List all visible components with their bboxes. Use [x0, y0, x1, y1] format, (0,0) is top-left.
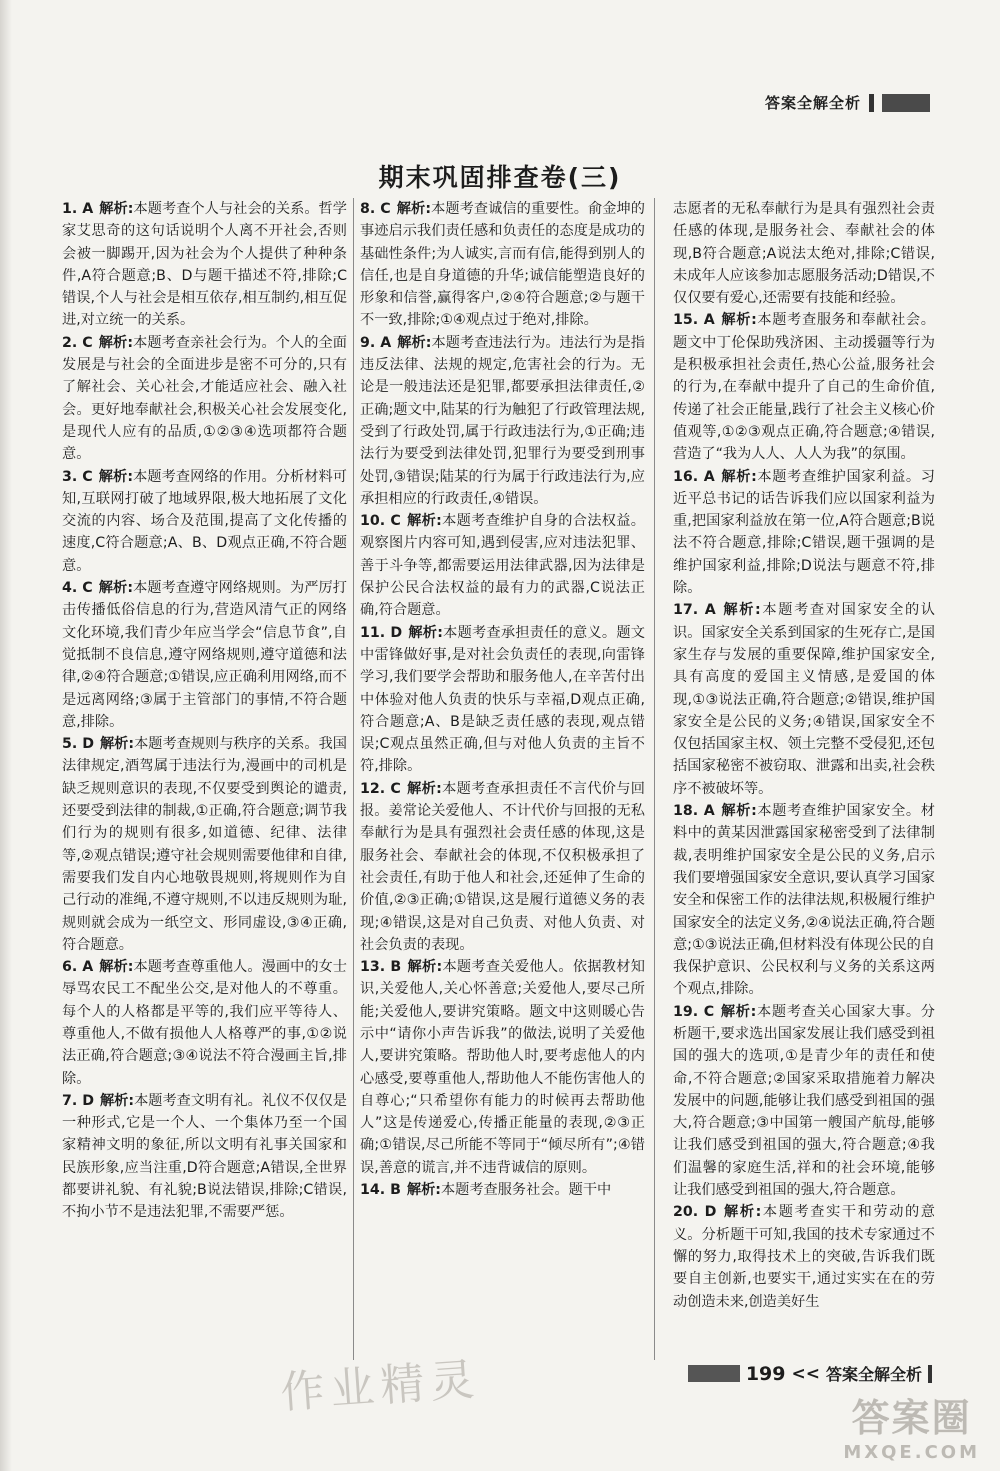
- analysis-label: 解析:: [99, 1092, 135, 1109]
- answer-item: [62, 332, 347, 466]
- analysis-label: 解析:: [99, 736, 135, 753]
- answer-text: 本题考查承担责任不言代价与回报。姜常论关爱他人、不计代价与回报的无私奉献行为是具有强烈社会责任感的体现,这是服务社会、奉献社会的体现,不仅积极承担了社会责任,有助于他人和社会,还延伸了生命的价值,②③正确;①错误,这是履行道德义务的表现;④错误,这是对自己负责、对他人负责、对社会负责的表现。: [360, 780, 645, 953]
- answer-text: 本题考查服务和奉献社会。题文中丁伦保助残济困、主动援疆等行为是积极承担社会责任,热心公益,服务社会的行为,在奉献中提升了自己的生命价值,传递了社会正能量,践行了社会主义核心价值观等,①②③观点正确,符合题意;④错误,营造了“我为人人、人人为我”的氛围。: [673, 312, 935, 463]
- page-title: 期末巩固排查卷(三): [378, 163, 622, 192]
- analysis-label: 解析:: [406, 780, 442, 797]
- answer-item: [673, 1001, 935, 1202]
- answer-text: 本题考查承担责任的意义。题文中雷锋做好事,是对社会负责任的表现,向雷锋学习,我们要学会帮助和服务他人,在辛苦付出中体验对他人负责的快乐与幸福,D观点正确,符合题意;A、B是缺乏责任感的表现,观点错误;C观点虽然正确,但与对他人负责的主旨不符,排除。: [360, 624, 645, 775]
- analysis-label: 解析:: [98, 580, 133, 597]
- analysis-label: 解析:: [396, 201, 431, 217]
- watermark-logo-url: MXQE.COM: [843, 1442, 980, 1463]
- answer-item: [360, 778, 645, 956]
- column-divider: [353, 198, 354, 1360]
- answer-item: [360, 198, 645, 332]
- answer-column-2: [360, 198, 645, 1201]
- answer-item: [360, 622, 645, 778]
- header-tag-text: 答案全解全析: [764, 94, 861, 112]
- answer-item: [673, 466, 935, 600]
- answer-number: 2. C: [62, 334, 93, 351]
- answer-text: 本题考查文明有礼。礼仪不仅仅是一种形式,它是一个人、一个集体乃至一个国家精神文明的象征,所以文明有礼事关国家和民族形象,应当注重,D符合题意;A错误,全世界都要讲礼貌、有礼貌;B说法错误,排除;C错误,不拘小节不是违法犯罪,不需要严惩。: [62, 1092, 347, 1221]
- header-bar-thin: [869, 94, 874, 112]
- answer-number: 7. D: [62, 1092, 94, 1109]
- answer-item: [62, 466, 347, 577]
- answer-item: [62, 956, 347, 1090]
- answer-text: 本题考查规则与秩序的关系。我国法律规定,酒驾属于违法行为,漫画中的司机是缺乏规则意识的表现,不仅要受到舆论的谴责,还要受到法律的制裁,①正确,符合题意;调节我们行为的规则有很多,如道德、纪律、法律等,②观点错误;遵守社会规则需要他律和自律,需要我们发自内心地敬畏规则,将规则作为自己行动的准绳,不遵守规则,不以违反规则为耻,规则就会成为一纸空文、形同虚设,③④正确,符合题意。: [62, 736, 347, 953]
- page-footer: [688, 1362, 932, 1385]
- answer-column-3: [673, 198, 935, 1313]
- answer-text: 志愿者的无私奉献行为是具有强烈社会责任感的体现,是服务社会、奉献社会的体现,B符合题意;A说法太绝对,排除;C错误,未成年人应该参加志愿服务活动;D错误,不仅仅要有爱心,还需要有技能和经验。: [673, 201, 935, 307]
- answer-text: 本题考查维护国家安全。材料中的黄某因泄露国家秘密受到了法律制裁,表明维护国家安全是公民的义务,启示我们要增强国家安全意识,要认真学习国家安全和保密工作的法律法规,积极履行维护国家安全的法定义务,②④说法正确,符合题意;①③说法正确,但材料没有体现公民的自我保护意识、公民权利与义务的关系这两个观点,排除。: [673, 803, 935, 998]
- watermark-text: 作业精灵: [278, 1354, 482, 1419]
- analysis-label: 解析:: [720, 312, 757, 329]
- answer-text: 本题考查关爱他人。依据教材知识,关爱他人,关心怀善意;关爱他人,要尽己所能;关爱他人,要讲究策略。题文中这则暖心告示中“请你小声告诉我”的做法,说明了关爱他人,要讲究策略。帮助他人时,要考虑他人的内心感受,要尊重他人,帮助他人不能伤害他人的自尊心;“只希望你有能力的时候再去帮助他人”这是传递爱心,传播正能量的表现,②③正确;①错误,尽己所能不等同于“倾尽所有”;④错误,善意的谎言,并不违背诚信的原则。: [360, 959, 645, 1176]
- header-bar-block: [882, 94, 930, 112]
- answer-text: 本题考查亲社会行为。个人的全面发展是与社会的全面进步是密不可分的,只有了解社会、关心社会,才能适应社会、融入社会。更好地奉献社会,积极关心社会发展变化,是现代人应有的品质,①②③④选项都符合题意。: [62, 334, 347, 463]
- page-number: 199: [745, 1362, 786, 1385]
- answer-item: [360, 956, 645, 1179]
- answer-item: [62, 1090, 347, 1224]
- answer-item: [62, 733, 347, 956]
- answer-number: 4. C: [62, 580, 93, 597]
- answer-number: 14. B: [360, 1182, 401, 1199]
- analysis-label: 解析:: [98, 334, 133, 351]
- answer-text: 本题考查违法行为。违法行为是指违反法律、法规的规定,危害社会的行为。无论是一般违法还是犯罪,都要承担法律责任,②正确;题文中,陆某的行为触犯了行政管理法规,受到了行政处罚,属于行政违法行为,①正确;违法行为要受到法律处罚,犯罪行为要受到刑事处罚,③错误;陆某的行为属于行政违法行为,应承担相应的行政责任,④错误。: [360, 334, 645, 507]
- answer-text: 本题考查维护国家利益。习近平总书记的话告诉我们应以国家利益为重,把国家利益放在第一位,A符合题意;B说法不符合题意,排除;C错误,题干强调的是维护国家利益,排除;D说法与题意不符,排除。: [673, 468, 935, 597]
- answer-number: 8. C: [360, 201, 391, 217]
- footer-bar: [928, 1365, 932, 1383]
- analysis-label: 解析:: [721, 602, 761, 619]
- answer-text: 本题考查个人与社会的关系。哲学家艾思奇的这句话说明个人离不开社会,否则会被一脚踢开,因为社会为个人提供了种种条件,A符合题意;B、D与题干描述不符,排除;C错误,个人与社会是相互依存,相互制约,相互促进,对立统一的关系。: [62, 201, 347, 329]
- answer-number: 3. C: [62, 468, 93, 485]
- answer-column-1: [62, 198, 347, 1224]
- analysis-label: 解析:: [397, 334, 432, 351]
- analysis-label: 解析:: [99, 201, 134, 217]
- answer-item: [673, 800, 935, 1001]
- answer-number: 5. D: [62, 736, 94, 753]
- answer-item: [673, 309, 935, 465]
- answer-text: 本题考查实干和劳动的意义。分析题干可知,我国的技术专家通过不懈的努力,取得技术上的突破,告诉我们既要自主创新,也要实干,通过实实在在的劳动创造未来,创造美好生: [673, 1204, 935, 1310]
- analysis-label: 解析:: [407, 959, 443, 976]
- answer-item: [673, 599, 935, 800]
- answer-item: [62, 198, 347, 332]
- analysis-label: 解析:: [720, 803, 757, 820]
- answer-text: 本题考查尊重他人。漫画中的女士辱骂农民工不配坐公交,是对他人的不尊重。每个人的人格都是平等的,我们应平等待人、尊重他人,不做有损他人人格尊严的事,①②说法正确,符合题意;③④说法不符合漫画主旨,排除。: [62, 959, 347, 1087]
- double-chevron-left-icon: <<: [791, 1363, 820, 1384]
- answer-number: 6. A: [62, 959, 94, 976]
- answer-text: 本题考查遵守网络规则。为严厉打击传播低俗信息的行为,营造风清气正的网络文化环境,我们青少年应当学会“信息节食”,自觉抵制不良信息,遵守网络规则,遵守道德和法律,②④符合题意;①错误,应正确利用网络,而不是远离网络;③属于主管部门的事情,不符合题意,排除。: [62, 580, 347, 730]
- answer-number: 17. A: [673, 602, 716, 619]
- footer-tag: 答案全解全析: [825, 1365, 922, 1384]
- watermark-logo: [843, 1387, 980, 1463]
- answer-item: [673, 198, 935, 309]
- answer-number: 1. A: [62, 201, 94, 217]
- analysis-label: 解析:: [722, 1204, 762, 1221]
- analysis-label: 解析:: [406, 1182, 441, 1199]
- answer-text: 本题考查网络的作用。分析材料可知,互联网打破了地域界限,极大地拓展了文化交流的内容、场合及范围,提高了文化传播的速度,C符合题意;A、B、D观点正确,不符合题意。: [62, 468, 347, 574]
- answer-number: 20. D: [673, 1204, 717, 1221]
- answer-number: 19. C: [673, 1003, 715, 1020]
- answer-item: [360, 1179, 645, 1201]
- answer-text: 本题考查诚信的重要性。俞金坤的事迹启示我们责任感和负责任的态度是成功的基础性条件;为人诚实,言而有信,能得到别人的信任,也是自身道德的升华;诚信能塑造良好的形象和信誉,赢得客户,②④符合题意;②与题干不一致,排除;①④观点过于绝对,排除。: [360, 201, 645, 329]
- answer-text: 本题考查维护自身的合法权益。观察图片内容可知,遇到侵害,应对违法犯罪、善于斗争等,都需要运用法律武器,因为法律是保护公民合法权益的最有力的武器,C说法正确,符合题意。: [360, 513, 645, 619]
- footer-block: [688, 1365, 740, 1382]
- answer-text: 本题考查对国家安全的认识。国家安全关系到国家的生死存亡,是国家生存与发展的重要保障,维护国家安全,具有高度的爱国主义情感,是爱国的体现,①③说法正确,符合题意;②错误,维护国家安全是公民的义务;④错误,国家安全不仅包括国家主权、领土完整不受侵犯,还包括国家秘密不被窃取、泄露和出卖,社会秩序不被破坏等。: [673, 602, 935, 797]
- answer-number: 9. A: [360, 334, 392, 351]
- answer-number: 10. C: [360, 513, 401, 530]
- watermark-logo-text: 答案圈: [851, 1396, 972, 1440]
- answer-item: [360, 510, 645, 621]
- answer-item: [360, 332, 645, 510]
- answer-number: 16. A: [673, 468, 715, 485]
- answer-number: 11. D: [360, 624, 403, 641]
- answer-number: 13. B: [360, 959, 402, 976]
- column-divider: [654, 198, 655, 1360]
- answer-number: 15. A: [673, 312, 715, 329]
- scan-edge-shadow: [0, 0, 12, 1471]
- analysis-label: 解析:: [720, 468, 757, 485]
- answer-item: [673, 1201, 935, 1312]
- header-tag: [765, 92, 930, 113]
- analysis-label: 解析:: [406, 513, 442, 530]
- analysis-label: 解析:: [408, 624, 443, 641]
- answer-number: 12. C: [360, 780, 401, 797]
- answer-text: 本题考查关心国家大事。分析题干,要求选出国家发展让我们感受到祖国的强大的选项,①是青少年的责任和使命,不符合题意;②国家采取措施着力解决发展中的问题,能够让我们感受到祖国的强大,符合题意;③中国第一艘国产航母,能够让我们感受到祖国的强大,符合题意;④我们温馨的家庭生活,祥和的社会环境,能够让我们感受到祖国的强大,符合题意。: [673, 1003, 935, 1199]
- analysis-label: 解析:: [98, 468, 133, 485]
- answer-text: 本题考查服务社会。题干中: [440, 1182, 612, 1199]
- analysis-label: 解析:: [99, 959, 134, 976]
- answer-item: [62, 577, 347, 733]
- analysis-label: 解析:: [720, 1003, 757, 1020]
- answer-number: 18. A: [673, 803, 715, 820]
